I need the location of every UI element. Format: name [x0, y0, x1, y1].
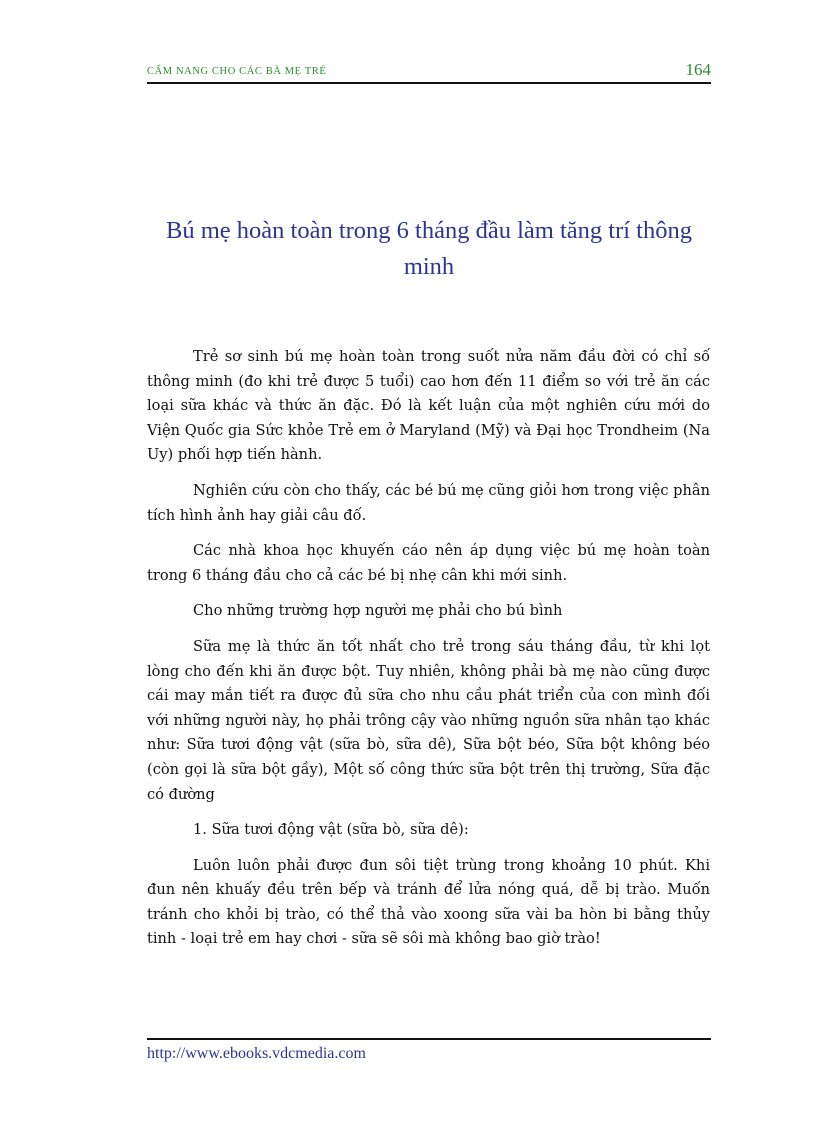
subheading-bottle-feeding: Cho những trường hợp người mẹ phải cho bú bình [193, 602, 563, 620]
page-number: 164 [685, 60, 711, 79]
page-header [147, 60, 711, 84]
chapter-title [147, 213, 711, 285]
body-text [147, 345, 710, 963]
paragraph-5: Luôn luôn phải được đun sôi tiệt trùng trong khoảng 10 phút. Khi đun nên khuấy đều trên bếp và tránh để lửa nóng quá, dễ bị trào. Muốn tránh cho khỏi bị trào, có thể thả vào xoong sữa vài ba hòn bi bằng thủy tinh - loại trẻ em hay chơi - sữa sẽ sôi mà không bao giờ trào! [147, 856, 710, 948]
book-title: CẨM NANG CHO CÁC BÀ MẸ TRẺ [147, 66, 327, 77]
chapter-title-line-2: minh [403, 253, 455, 280]
subheading-fresh-milk: 1. Sữa tươi động vật (sữa bò, sữa dê): [193, 821, 469, 839]
paragraph-1: Trẻ sơ sinh bú mẹ hoàn toàn trong suốt nửa năm đầu đời có chỉ số thông minh (đo khi trẻ được 5 tuổi) cao hơn đến 11 điểm so với trẻ ăn các loại sữa khác và thức ăn đặc. Đó là kết luận của một nghiên cứu mới do Viện Quốc gia Sức khỏe Trẻ em ở Maryland (Mỹ) và Đại học Trondheim (Na Uy) phối hợp tiến hành. [147, 348, 710, 464]
footer-divider [147, 1038, 711, 1040]
paragraph-2: Nghiên cứu còn cho thấy, các bé bú mẹ cũng giỏi hơn trong việc phân tích hình ảnh hay giải câu đố. [147, 481, 710, 524]
footer-link[interactable]: http://www.ebooks.vdcmedia.com [147, 1045, 366, 1062]
paragraph-4: Sữa mẹ là thức ăn tốt nhất cho trẻ trong sáu tháng đầu, từ khi lọt lòng cho đến khi ăn được bột. Tuy nhiên, không phải bà mẹ nào cũng được cái may mắn tiết ra được đủ sữa cho nhu cầu phát triển của con mình đối với những người này, họ phải trông cậy vào những nguồn sữa nhân tạo khác như: Sữa tươi động vật (sữa bò, sữa dê), Sữa bột béo, Sữa bột không béo (còn gọi là sữa bột gầy), Một số công thức sữa bột trên thị trường, Sữa đặc có đường [147, 637, 710, 803]
paragraph-3: Các nhà khoa học khuyến cáo nên áp dụng việc bú mẹ hoàn toàn trong 6 tháng đầu cho cả các bé bị nhẹ cân khi mới sinh. [147, 542, 710, 584]
chapter-title-line-1: Bú mẹ hoàn toàn trong 6 tháng đầu làm tăng trí thông [166, 217, 692, 244]
